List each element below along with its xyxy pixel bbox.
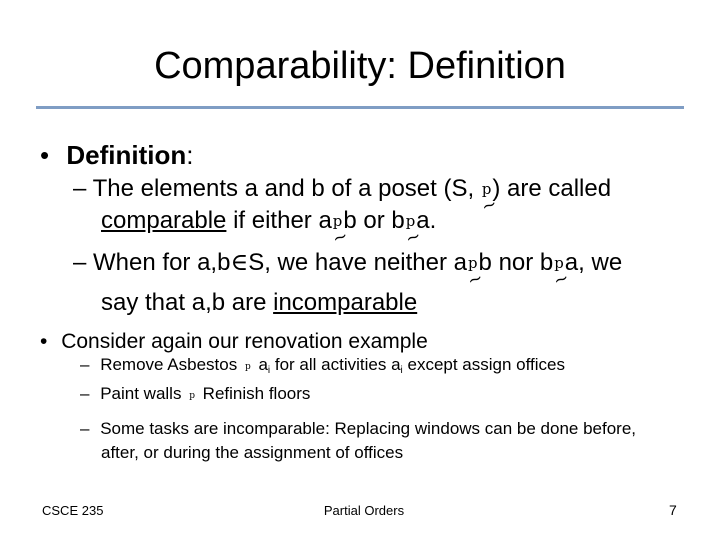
precedes-symbol: p ~ bbox=[402, 211, 424, 250]
sub1-text-b: a bbox=[253, 355, 268, 374]
dash: – bbox=[80, 384, 90, 403]
precedes-symbol: p ~ bbox=[550, 253, 573, 292]
title-divider bbox=[36, 106, 684, 109]
item1-text-e: a. bbox=[416, 207, 437, 234]
item1-text-c: if either a bbox=[226, 207, 332, 234]
item1-text-b: ) are called bbox=[492, 175, 612, 202]
precedes-symbol: p bbox=[189, 391, 195, 401]
definition-item-1-cont bbox=[101, 207, 437, 250]
subscript-i: i bbox=[267, 365, 271, 376]
sub3-text-line1: Some tasks are incomparable: Replacing windows can be done before, bbox=[100, 419, 637, 438]
footer-title: Partial Orders bbox=[323, 503, 405, 518]
example-item-1 bbox=[80, 355, 565, 376]
bullet-icon: • bbox=[40, 140, 50, 170]
sub2-text-a: Paint walls bbox=[100, 384, 187, 403]
definition-colon: : bbox=[186, 140, 194, 170]
slide-title: Comparability: Definition bbox=[154, 45, 566, 87]
example-item-2 bbox=[80, 384, 310, 404]
term-comparable: comparable bbox=[101, 207, 227, 234]
definition-heading: Definition bbox=[66, 140, 187, 170]
item1-text-d: b or b bbox=[343, 207, 405, 234]
element-of-icon: ∈ bbox=[230, 248, 249, 276]
dash: – bbox=[80, 355, 90, 374]
example-item-3 bbox=[80, 419, 636, 439]
item2-text-e: say that a,b are bbox=[101, 289, 274, 316]
precedes-symbol: p ~ bbox=[464, 253, 486, 292]
sub3-text-line2: after, or during the assignment of offices bbox=[101, 443, 404, 462]
item2-text-c: b nor b bbox=[478, 249, 554, 276]
example-item-3-cont bbox=[101, 443, 403, 463]
item2-text-d: a, we bbox=[564, 249, 623, 276]
definition-bullet bbox=[40, 140, 193, 171]
dash: – bbox=[73, 249, 87, 276]
precedes-symbol: p ~ bbox=[478, 179, 500, 218]
item2-text-b: S, we have neither a bbox=[248, 249, 468, 276]
slide-number: 7 bbox=[669, 502, 677, 518]
sub1-text-c: for all activities a bbox=[270, 355, 401, 374]
dash: – bbox=[73, 175, 87, 202]
sub2-text-b: Refinish floors bbox=[197, 384, 311, 403]
dash: – bbox=[80, 419, 90, 438]
item2-text-a: When for a,b bbox=[93, 249, 231, 276]
definition-item-1 bbox=[73, 175, 612, 218]
item1-text-a: The elements a and b of a poset (S, bbox=[92, 175, 481, 202]
consider-bullet bbox=[40, 330, 428, 354]
precedes-symbol: p ~ bbox=[329, 211, 351, 250]
definition-item-2 bbox=[73, 248, 623, 292]
sub1-text-d: except assign offices bbox=[402, 355, 565, 374]
subscript-i: i bbox=[400, 365, 403, 376]
consider-text: Consider again our renovation example bbox=[61, 330, 428, 353]
precedes-symbol: p bbox=[244, 362, 251, 372]
sub1-text-a: Remove Asbestos bbox=[100, 355, 242, 374]
footer-course: CSCE 235 bbox=[42, 503, 104, 518]
bullet-icon: • bbox=[40, 330, 48, 353]
definition-item-2-cont bbox=[101, 289, 417, 317]
term-incomparable: incomparable bbox=[273, 289, 418, 316]
